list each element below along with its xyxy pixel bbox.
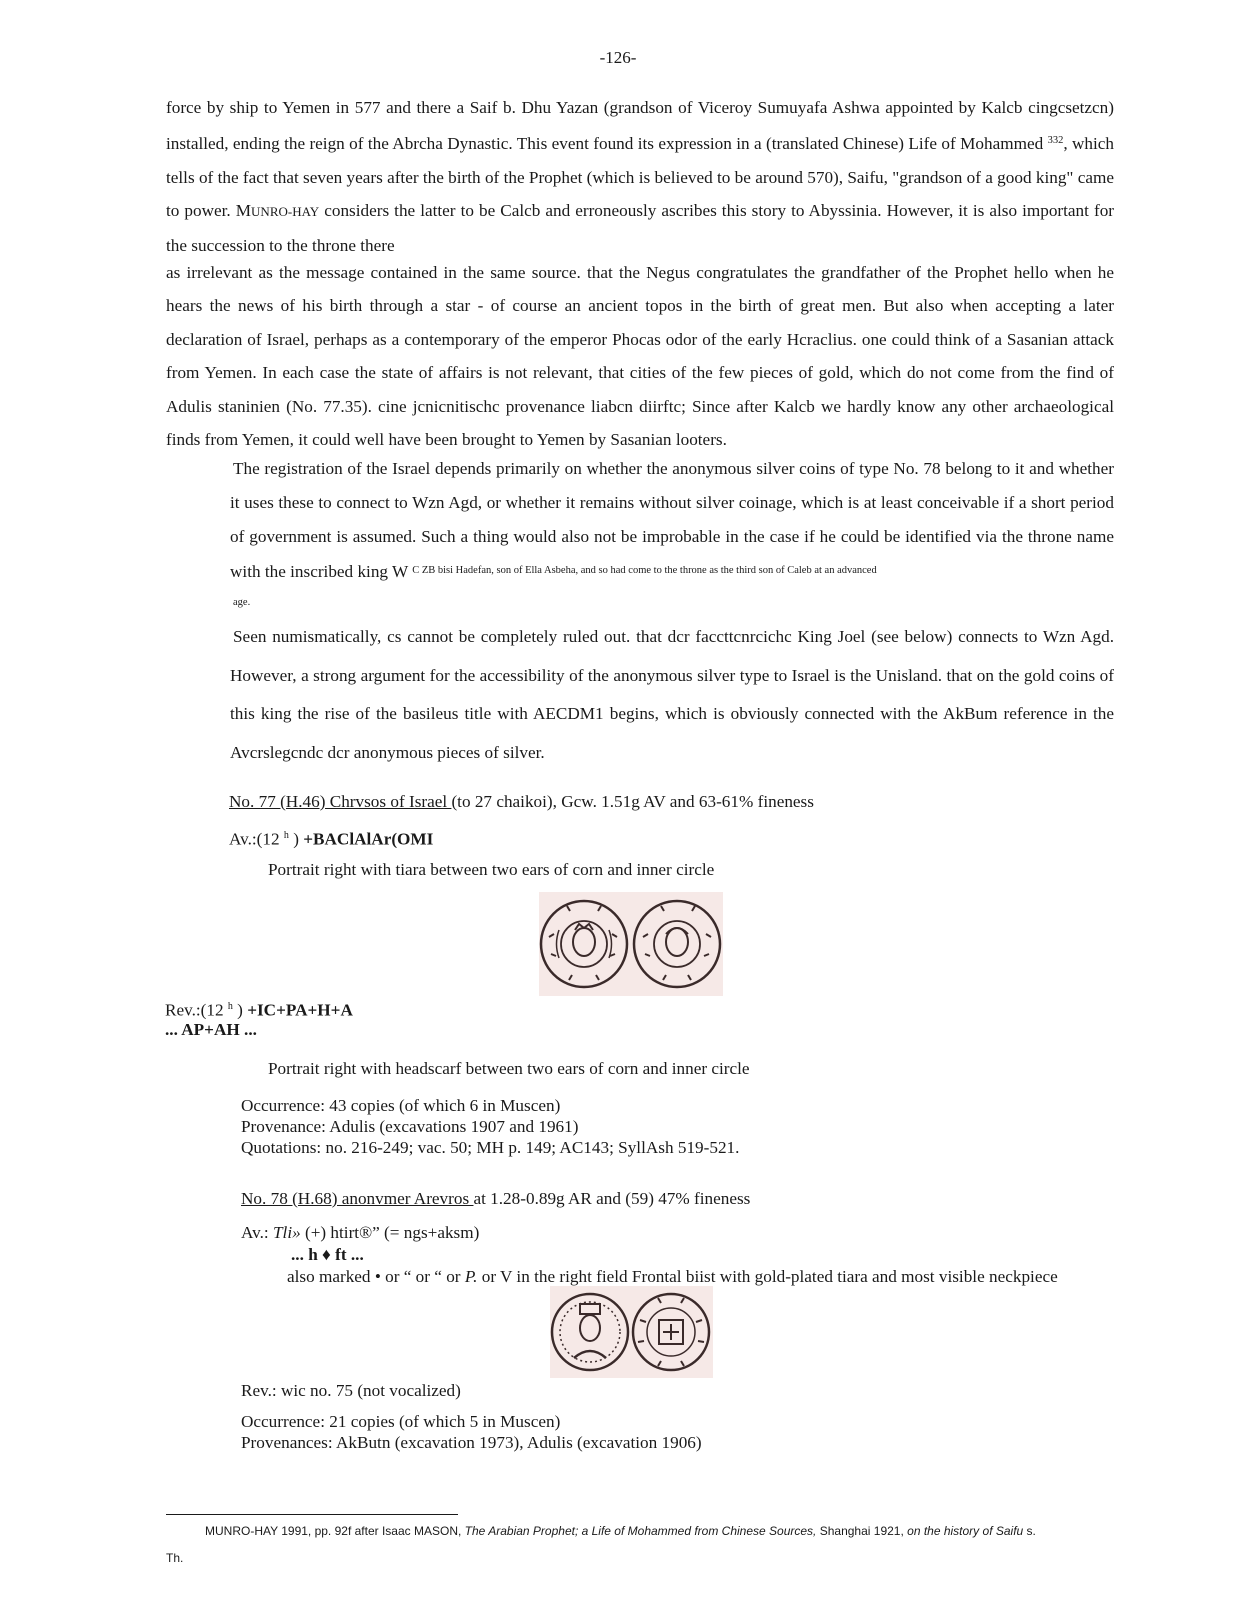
coin-77-reverse-paren: ) xyxy=(232,1000,248,1020)
coin-77-heading-rest: (to 27 chaikoi), Gcw. 1.51g AV and 63-61% fineness xyxy=(451,792,814,811)
footnote-text-b: Shanghai 1921, xyxy=(816,1524,908,1538)
paragraph-3 xyxy=(230,452,1114,615)
coin-78-image xyxy=(550,1286,713,1378)
coin-77-reverse-outer-ring xyxy=(634,901,720,987)
footnote-text-a: MUNRO-HAY 1991, pp. 92f after Isaac MASON, xyxy=(205,1524,465,1538)
coin-78-marks xyxy=(287,1266,1058,1288)
coin-78-obverse-rest: (+) htirt®” (= ngs+aksm) xyxy=(300,1223,480,1242)
coin-77-quotations: Quotations: no. 216-249; vac. 50; MH p. 149; AC143; SyllAsh 519-521. xyxy=(241,1138,740,1157)
coin-78-cross-icon xyxy=(663,1324,679,1340)
paragraph-3-text: The registration of the Israel depends primarily on whether the anonymous silver coins of type No. 78 belong to it and whether it uses these to connect to Wzn Agd, or whether it remains without silver coinage, which is at least conceivable if a short period of government is assumed. Such a thing would also not be improbable in the case if he could be identified via the throne name with the inscribed king W xyxy=(230,459,1114,581)
coin-78-heading-rest: at 1.28-0.89g AR and (59) 47% fineness xyxy=(473,1189,751,1208)
coin-77-occurrence: Occurrence: 43 copies (of which 6 in Muscen) xyxy=(241,1096,561,1115)
coin-78-obverse-legend-2: ... h ♦ ft ... xyxy=(291,1245,364,1264)
footnote-italic-note: on the history of Saifu xyxy=(907,1524,1024,1538)
coin-77-obverse-sup: h xyxy=(283,830,289,841)
coin-78-marks-text-a: also marked • or “ or “ or xyxy=(287,1267,465,1286)
coin-78-occurrence: Occurrence: 21 copies (of which 5 in Muscen) xyxy=(241,1412,561,1431)
paragraph-3-age: age. xyxy=(233,597,251,608)
footnote-continuation: Th. xyxy=(166,1551,184,1565)
coin-77-reverse-legend-2: ... AP+AH ... xyxy=(165,1020,257,1039)
paragraph-2: as irrelevant as the message contained in the same source. that the Negus congratulates the grandfather of the Prophet hello when he hears the news of his birth through a star - of course an ancient topos in the birth of great men. But also when accepting a later declaration of Israel, perhaps as a contemporary of the emperor Phocas odor of the early Hcraclius. one could think of a Sasanian attack from Yemen. In each case the state of affairs is not relevant, that cities of the few pieces of gold, which do not come from the find of Adulis staninien (No. 77.35). cine jcnicnitischc provenance liabcn diirftc; Since after Kalcb we hardly know any other archaeological finds from Yemen, it could well have been brought to Yemen by Sasanian looters. xyxy=(166,263,1114,450)
paragraph-1-text-b: , which tells of the fact that seven years after the birth of the Prophet (which is believed to be around 570), Saifu, "grandson of a good king" came to power. M xyxy=(166,134,1114,221)
paragraph-1-text-a: force by ship to Yemen in 577 and there a Saif b. Dhu Yazan (grandson of Viceroy Sumuyafa Ashwa appointed by Kalcb cingcsetzcn) installed, ending the reign of the Abrcha Dynastic. This event found its expression in a (translated Chinese) Life of Mohammed xyxy=(166,98,1114,154)
coin-78-marks-italic: P. xyxy=(464,1267,478,1286)
paragraph-1 xyxy=(166,91,1114,262)
paragraph-3-small-text: C ZB bisi Hadefan, son of Ella Asbeha, and so had come to the throne as the third son of Caleb at an advanced xyxy=(412,565,877,576)
coin-77-reverse-prefix: Rev.:(12 xyxy=(165,1000,228,1020)
coin-77-image xyxy=(539,892,723,996)
footnote-text-d: s. xyxy=(1023,1524,1036,1538)
coin-78-reverse: Rev.: wic no. 75 (not vocalized) xyxy=(241,1381,461,1400)
coin-77-obverse xyxy=(229,825,433,851)
author-small-caps: UNRO-HAY xyxy=(251,204,320,220)
coin-77-obverse-description: Portrait right with tiara between two ears of corn and inner circle xyxy=(268,860,715,879)
coin-78-obverse-prefix: Av.: xyxy=(241,1223,273,1242)
coin-78-obverse-italic: Tli» xyxy=(272,1223,301,1242)
coin-77-obverse-outer-ring xyxy=(541,901,627,987)
coin-78-neckpiece-icon xyxy=(574,1351,606,1358)
coin-77-obverse-legend: +BAClAlAr(OMI xyxy=(303,829,434,849)
coin-78-heading xyxy=(241,1188,750,1210)
footnote-divider xyxy=(166,1514,458,1515)
footnote-reference: 332 xyxy=(1047,135,1064,147)
coin-77-reverse xyxy=(165,996,353,1022)
footnote-text xyxy=(205,1524,1036,1538)
coin-78-heading-underlined: No. 78 (H.68) anonvmer Arevros xyxy=(241,1189,474,1208)
coin-77-provenance: Provenance: Adulis (excavations 1907 and 1961) xyxy=(241,1117,579,1136)
coin-77-corn-icon xyxy=(557,930,612,958)
coin-78-obverse-dotted-ring xyxy=(560,1302,620,1362)
coin-77-reverse-sup: h xyxy=(227,1001,233,1012)
coin-78-provenances: Provenances: AkButn (excavation 1973), Adulis (excavation 1906) xyxy=(241,1433,702,1452)
footnote-book-title: The Arabian Prophet; a Life of Mohammed from Chinese Sources, xyxy=(464,1524,817,1538)
coin-77-obverse-portrait xyxy=(573,928,595,956)
coin-78-marks-text-b: or V in the right field Frontal biist with gold-plated tiara and most visible neckpiece xyxy=(477,1267,1058,1286)
coin-77-tiara-icon xyxy=(575,924,593,930)
paragraph-4: Seen numismatically, cs cannot be completely ruled out. that dcr faccttcnrcichc King Joel (see below) connects to Wzn Agd. However, a strong argument for the accessibility of the anonymous silver type to Israel is the Unisland. that on the gold coins of this king the rise of the basileus title with AECDM1 begins, which is obviously connected with the AkBum reference in the Avcrslegcndc dcr anonymous pieces of silver. xyxy=(230,627,1114,762)
coin-77-obverse-prefix: Av.:(12 xyxy=(229,829,284,849)
coin-77-obverse-paren: ) xyxy=(288,829,304,849)
coin-77-reverse-legend: +IC+PA+H+A xyxy=(247,1000,353,1020)
coin-77-reverse-description: Portrait right with headscarf between two ears of corn and inner circle xyxy=(268,1059,750,1078)
coin-78-tiara-icon xyxy=(580,1304,600,1314)
coin-77-heading-underlined: No. 77 (H.46) Chrvsos of Israel xyxy=(229,792,452,811)
coin-77-heading xyxy=(229,791,814,813)
coin-78-obverse-outer-ring xyxy=(552,1294,628,1370)
coin-78-obverse xyxy=(241,1222,479,1244)
paragraph-1-text-c: considers the latter to be Calcb and erroneously ascribes this story to Abyssinia. However, it is also important for the succession to the throne there xyxy=(166,201,1115,255)
coin-78-obverse-bust xyxy=(580,1315,600,1341)
page-number: -126- xyxy=(599,48,637,67)
